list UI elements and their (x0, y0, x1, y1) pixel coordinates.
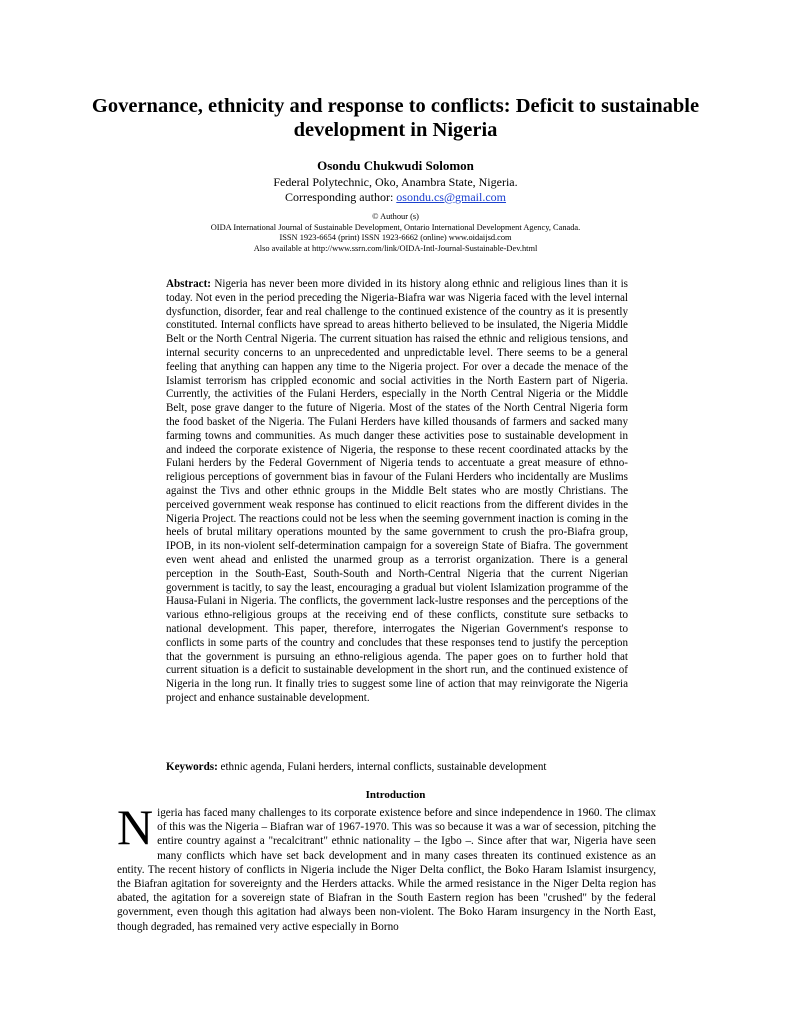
drop-cap: N (117, 799, 154, 855)
introduction-heading: Introduction (365, 789, 426, 801)
author-institution: Federal Polytechnic, Oko, Anambra State, Nigeria. (273, 175, 518, 189)
keywords (166, 761, 628, 775)
keywords-text: ethnic agenda, Fulani herders, internal conflicts, sustainable development (220, 761, 547, 773)
paper-title: Governance, ethnicity and response to conflicts: Deficit to sustainable development in Nigeria (91, 95, 700, 141)
publication-meta (60, 212, 731, 254)
author-name: Osondu Chukwudi Solomon (317, 158, 474, 173)
corresponding-author-line (0, 190, 791, 205)
abstract-text: Nigeria has never been more divided in its history along ethnic and religious lines than it is today. Not even in the period preceding the Nigeria-Biafra war was Nigeria faced with the level internal dysfunction, disorder, fear and real challenge to the continued existence of the country as it is presently constituted. Internal conflicts have spread to areas hitherto believed to be insulated, the Nigeria Middle Belt or the North Central Nigeria. The current situation has raised the ethnic and religious tensions, and internal security concerns to an unprecedented and unpredictable level. There seems to be a general feeling that anything can happen any time to the Nigeria project. For over a decade the menace of the Islamist terrorism has crippled economic and social activities in the North Eastern part of Nigeria. Currently, the activities of the Fulani Herders, especially in the North Central Nigeria or the Middle Belt, pose grave danger to the future of Nigeria. Most of the states of the North Central Nigeria form the food basket of the Nigeria. The Fulani Herders have killed thousands of farmers and sacked many farming towns and communities. As much danger these activities pose to sustainable development in and indeed the corporate existence of Nigeria, the response to these recent coordinated attacks by the Fulani herders by the Federal Government of Nigeria tends to accentuate a great measure of ethno-religious perceptions of government bias in favour of the Fulani Herders who incidentally are Muslims against the Tivs and other ethnic groups in the Middle Belt states who are mostly Christians. The perceived government weak response has continued to elicit reactions from the different divides in the Nigeria Project. The reactions could not be less when the seeming government inaction is coming in the heels of brutal military operations mounted by the same government to crush the pro-Biafra group, IPOB, in its non-violent self-determination campaign for a sovereign State of Biafra. The government even went ahead and enlisted the unarmed group as a terrorist organization. There is a general perception in the South-East, South-South and North-Central Nigeria that the current Nigerian government is tacitly, to say the least, encouraging a gradual but violent Islamization programme of the Hausa-Fulani in Nigeria. The conflicts, the government lack-lustre responses and the perceptions of the various ethno-religious groups at the receiving end of these conflicts, constitute sure setbacks to national development. This paper, therefore, interrogates the Nigerian Government's response to conflicts in some parts of the country and concludes that these responses tend to justify the perception that the government is pursuing an ethno-religious agenda. The paper goes on to further hold that current situation is a deficit to sustainable development in the short run, and the continued existence of Nigeria in the long run. It finally tries to suggest some line of action that may reinvigorate the Nigeria project and enhance sustainable development. (166, 278, 628, 704)
introduction-body (117, 799, 656, 934)
introduction-text: igeria has faced many challenges to its corporate existence before and since independence in 1960. The climax of this was the Nigeria – Biafran war of 1967-1970. This was so because it was a war of secession, pitching the entire country against a "recalcitrant" ethnic nationality – the Igbo –. Since after that war, Nigeria have seen many conflicts which have set back development and in many cases threaten its continued existence as an entity. The recent history of conflicts in Nigeria include the Niger Delta conflict, the Boko Haram Islamist insurgency, the Biafran agitation for sovereignty and the Herders attacks. While the armed resistance in the Niger Delta region has abated, the agitation for a sovereign state of Biafran in the South Eastern region has been "crushed" by the federal government, even though this agitation had always been non-violent. The Boko Haram insurgency in the North East, though degraded, has remained very active especially in Borno (117, 807, 656, 933)
author-affiliation (0, 175, 791, 204)
availability-line: Also available at http://www.ssrn.com/link/OIDA-Intl-Journal-Sustainable-Dev.html (253, 243, 538, 253)
keywords-label: Keywords: (166, 761, 221, 773)
issn-line: ISSN 1923-6654 (print) ISSN 1923-6662 (online) www.oidaijsd.com (279, 233, 512, 243)
abstract-label: Abstract: (166, 278, 215, 290)
abstract (166, 278, 628, 706)
corresponding-label: Corresponding author: (284, 189, 394, 204)
author-email-link[interactable]: osondu.cs@gmail.com (396, 189, 507, 204)
copyright-line: © Authour (s) (372, 212, 419, 221)
journal-line: OIDA International Journal of Sustainable Development, Ontario International Development Agency, Canada. (210, 222, 581, 232)
